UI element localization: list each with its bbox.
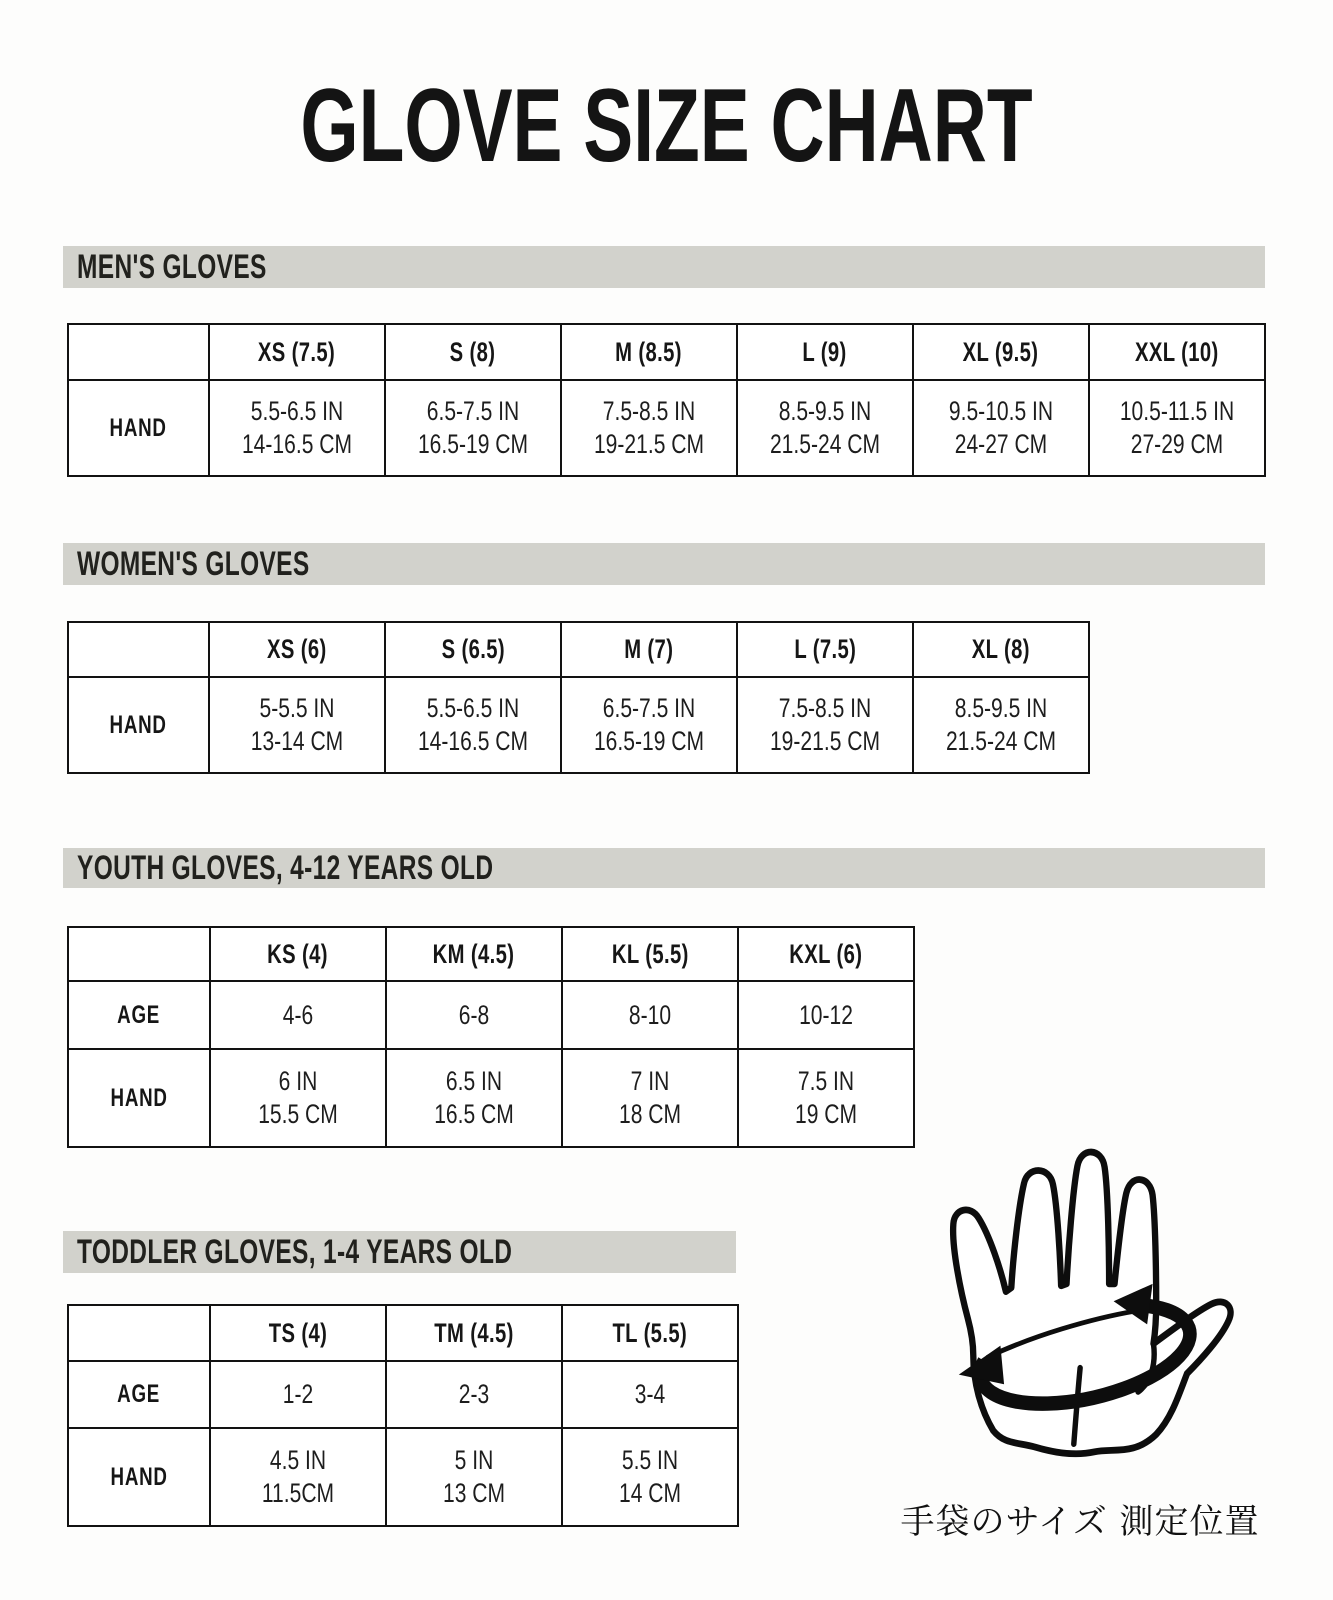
- section-header-womens: [63, 543, 1265, 585]
- mens-col-header: M (8.5): [562, 325, 738, 381]
- womens-hand-cell: 5-5.5 IN 13-14 CM: [210, 678, 386, 774]
- mens-hand-cell: 10.5-11.5 IN 27-29 CM: [1090, 381, 1266, 477]
- youth-hand-cell: 6.5 IN 16.5 CM: [387, 1050, 563, 1148]
- corner-cell: [69, 1306, 211, 1362]
- womens-size-table: [67, 621, 1090, 774]
- toddler-col-header: TS (4): [211, 1306, 387, 1362]
- corner-cell: [69, 928, 211, 982]
- toddler-age-cell: 1-2: [211, 1362, 387, 1429]
- toddler-col-header: TL (5.5): [563, 1306, 739, 1362]
- youth-age-cell: 6-8: [387, 982, 563, 1050]
- toddler-col-header: TM (4.5): [387, 1306, 563, 1362]
- hand-measure-icon: [928, 1112, 1254, 1474]
- page-title: GLOVE SIZE CHART: [300, 68, 1033, 184]
- mens-hand-cell: 9.5-10.5 IN 24-27 CM: [914, 381, 1090, 477]
- section-header-mens: [63, 246, 1265, 288]
- youth-hand-cell: 7.5 IN 19 CM: [739, 1050, 915, 1148]
- youth-col-header: KM (4.5): [387, 928, 563, 982]
- youth-age-cell: 10-12: [739, 982, 915, 1050]
- youth-hand-cell: 7 IN 18 CM: [563, 1050, 739, 1148]
- womens-col-header: L (7.5): [738, 623, 914, 678]
- toddler-hand-cell: 5 IN 13 CM: [387, 1429, 563, 1527]
- womens-col-header: M (7): [562, 623, 738, 678]
- section-header-youth: [63, 848, 1265, 888]
- corner-cell: [69, 623, 210, 678]
- mens-col-header: L (9): [738, 325, 914, 381]
- youth-age-cell: 4-6: [211, 982, 387, 1050]
- mens-col-header: XS (7.5): [210, 325, 386, 381]
- mens-col-header: XL (9.5): [914, 325, 1090, 381]
- youth-col-header: KXL (6): [739, 928, 915, 982]
- section-header-toddler: [63, 1231, 736, 1273]
- womens-row-label-hand: HAND: [69, 678, 210, 774]
- youth-row-label-hand: HAND: [69, 1050, 211, 1148]
- measurement-caption: 手袋のサイズ 測定位置: [900, 1502, 1260, 1542]
- womens-col-header: XL (8): [914, 623, 1090, 678]
- youth-row-label-age: AGE: [69, 982, 211, 1050]
- womens-col-header: XS (6): [210, 623, 386, 678]
- youth-hand-cell: 6 IN 15.5 CM: [211, 1050, 387, 1148]
- toddler-size-table: [67, 1304, 739, 1527]
- youth-col-header: KS (4): [211, 928, 387, 982]
- toddler-hand-cell: 5.5 IN 14 CM: [563, 1429, 739, 1527]
- mens-col-header: S (8): [386, 325, 562, 381]
- toddler-hand-cell: 4.5 IN 11.5CM: [211, 1429, 387, 1527]
- womens-hand-cell: 5.5-6.5 IN 14-16.5 CM: [386, 678, 562, 774]
- youth-col-header: KL (5.5): [563, 928, 739, 982]
- womens-hand-cell: 7.5-8.5 IN 19-21.5 CM: [738, 678, 914, 774]
- toddler-age-cell: 2-3: [387, 1362, 563, 1429]
- section-heading-label: TODDLER GLOVES, 1-4 YEARS OLD: [77, 1232, 513, 1271]
- womens-hand-cell: 6.5-7.5 IN 16.5-19 CM: [562, 678, 738, 774]
- section-heading-label: MEN'S GLOVES: [77, 247, 267, 286]
- toddler-row-label-age: AGE: [69, 1362, 211, 1429]
- womens-col-header: S (6.5): [386, 623, 562, 678]
- section-heading-label: YOUTH GLOVES, 4-12 YEARS OLD: [77, 848, 494, 887]
- youth-size-table: [67, 926, 915, 1148]
- youth-age-cell: 8-10: [563, 982, 739, 1050]
- womens-hand-cell: 8.5-9.5 IN 21.5-24 CM: [914, 678, 1090, 774]
- mens-hand-cell: 7.5-8.5 IN 19-21.5 CM: [562, 381, 738, 477]
- mens-row-label-hand: HAND: [69, 381, 210, 477]
- mens-size-table: [67, 323, 1266, 477]
- corner-cell: [69, 325, 210, 381]
- mens-hand-cell: 8.5-9.5 IN 21.5-24 CM: [738, 381, 914, 477]
- mens-hand-cell: 6.5-7.5 IN 16.5-19 CM: [386, 381, 562, 477]
- toddler-row-label-hand: HAND: [69, 1429, 211, 1527]
- mens-col-header: XXL (10): [1090, 325, 1266, 381]
- mens-hand-cell: 5.5-6.5 IN 14-16.5 CM: [210, 381, 386, 477]
- toddler-age-cell: 3-4: [563, 1362, 739, 1429]
- section-heading-label: WOMEN'S GLOVES: [77, 544, 310, 583]
